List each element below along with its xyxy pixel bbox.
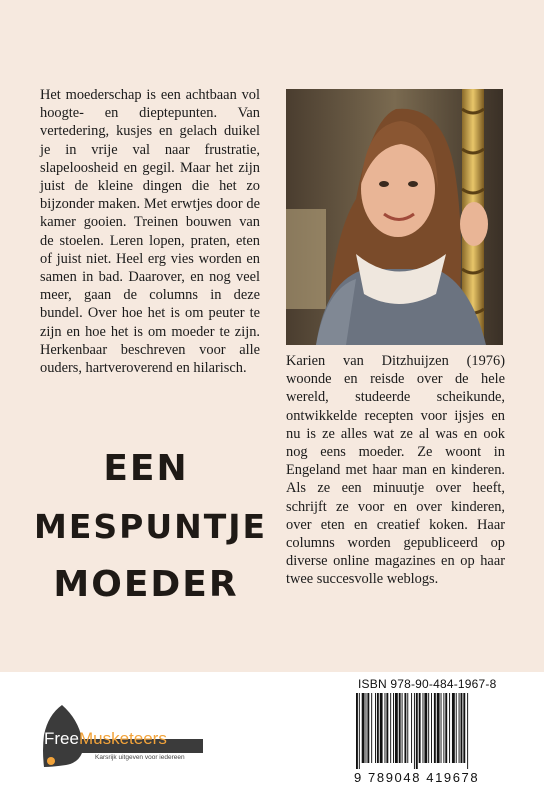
author-photo: [286, 89, 503, 345]
publisher-tagline: Karsrijk uitgeven voor iedereen: [95, 754, 185, 761]
title-line-1: EEN: [103, 448, 189, 489]
blurb-text: Het moederschap is een achtbaan vol hoogte- en dieptepunten. Van vertedering, kusjes en gelach duikel je in vrije val naar frustratie, slapeloosheid en gegil. Maar het zijn juist de kleine dingen die het zo bijzonder maken. Met erwtjes door de kamer gooien. Treinen bouwen van de stoelen. Leren lopen, praten, eten of juist niet. Heel erg vies worden en samen in bad. Daarover, en nog veel meer, gaan de columns in deze bundel. Over hoe het is om peuter te zijn en hoe het is om moeder te zijn. Herkenbaar beschreven voor alle ouders, hartveroverend en hilarisch.: [40, 87, 260, 377]
book-title: [34, 440, 268, 614]
title-line-2: MESPUNTJE: [34, 507, 268, 546]
barcode-icon: [354, 693, 514, 769]
isbn-label: ISBN 978-90-484-1967-8: [358, 677, 497, 691]
publisher-name-part2: Musketeers: [78, 729, 167, 748]
author-photo-illustration: [286, 89, 503, 345]
author-bio: Karien van Ditzhuijzen (1976) woonde en reisde over de hele wereld, studeerde scheikunde, ontwikkelde recepten voor ijsjes en nu is ze alles wat ze al was en ook nog eens moeder. Ze woont in Engeland met haar man en kinderen. Als ze een minuutje over heeft, schrijft ze voor en over kinderen, over eten en creatief koken. Haar columns worden gepubliceerd op diverse online magazines en op haar twee succesvolle weblogs.: [286, 353, 505, 588]
ean-digits: 9 789048 419678: [354, 770, 480, 785]
publisher-name: [44, 729, 167, 749]
title-line-3: MOEDER: [53, 564, 239, 605]
publisher-name-part1: Free: [44, 729, 79, 748]
